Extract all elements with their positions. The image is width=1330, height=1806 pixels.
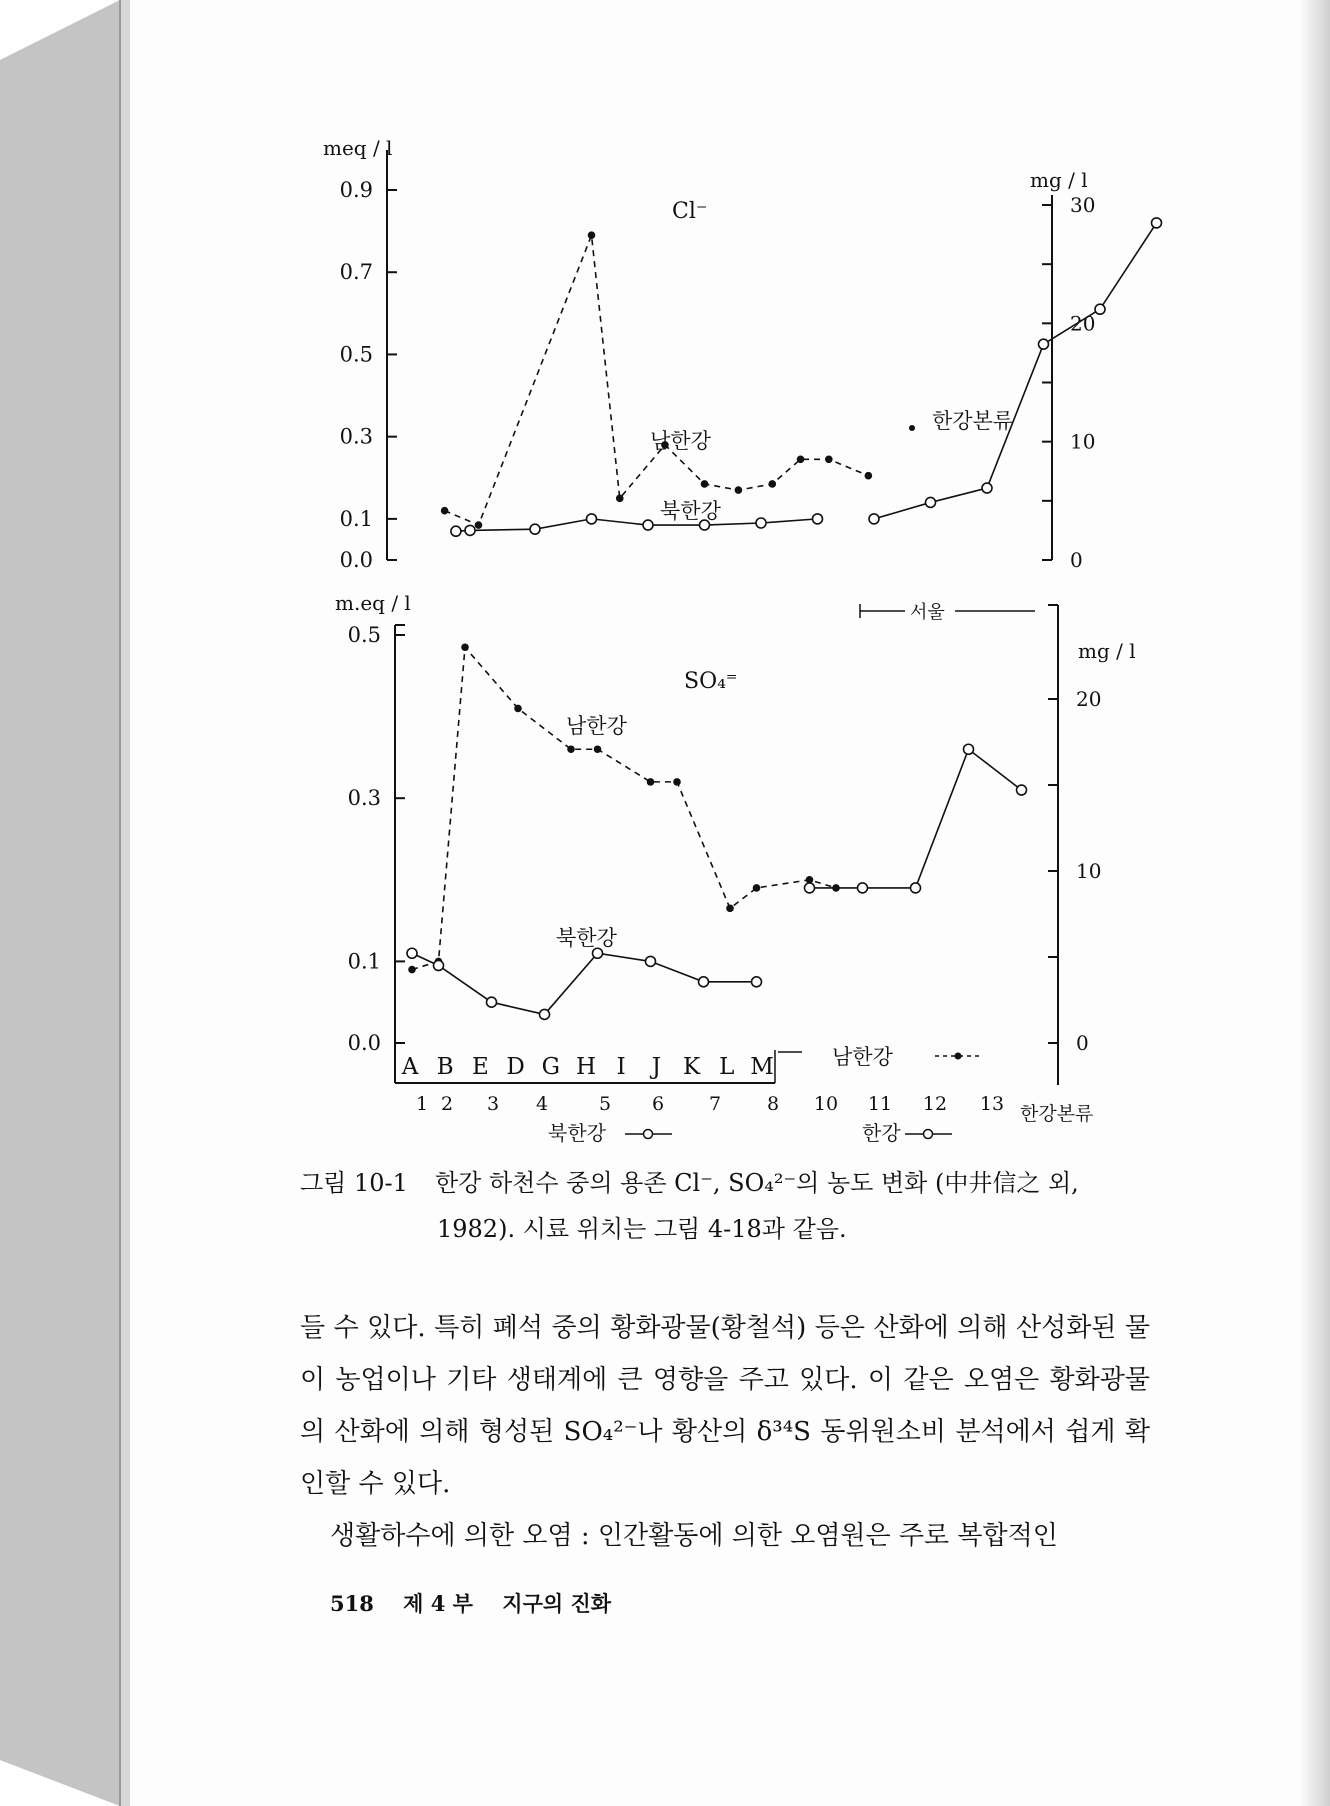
so4-left-tick-label: 0.3 bbox=[347, 786, 381, 811]
axis-number: 13 bbox=[979, 1093, 1005, 1115]
axis-letter: J bbox=[651, 1054, 662, 1080]
legend-namhan-marker bbox=[955, 1053, 962, 1060]
so4-point bbox=[647, 778, 655, 786]
so4-point bbox=[964, 744, 974, 754]
cl-point bbox=[982, 483, 992, 493]
mainstream-axis-label: 한강본류 bbox=[1020, 1103, 1094, 1125]
axis-number: 8 bbox=[766, 1093, 780, 1115]
axis-number: 10 bbox=[813, 1093, 839, 1115]
cl-point bbox=[926, 497, 936, 507]
axis-letter: A bbox=[401, 1054, 419, 1080]
so4-series-line-2 bbox=[810, 749, 1022, 888]
so4-point bbox=[408, 966, 416, 974]
so4-chart-title: SO₄⁼ bbox=[684, 669, 738, 694]
axis-letter: L bbox=[719, 1054, 735, 1080]
cl-point bbox=[869, 514, 879, 524]
so4-chart bbox=[335, 591, 1136, 1145]
axis-number: 7 bbox=[708, 1093, 722, 1115]
cl-point bbox=[701, 480, 709, 488]
cl-label-mainstream: 한강본류 bbox=[932, 409, 1014, 433]
cl-point bbox=[465, 525, 475, 535]
cl-point bbox=[735, 486, 743, 494]
cl-right-tick-label: 30 bbox=[1070, 193, 1096, 217]
so4-right-tick-label: 20 bbox=[1076, 687, 1102, 711]
cl-point bbox=[475, 521, 483, 529]
part-label: 제 4 부 bbox=[403, 1591, 473, 1616]
axis-number: 3 bbox=[486, 1093, 500, 1115]
cl-right-unit: mg / l bbox=[1030, 168, 1088, 192]
so4-point bbox=[858, 883, 868, 893]
so4-point bbox=[673, 778, 681, 786]
cl-chart-title: Cl⁻ bbox=[672, 199, 708, 224]
cl-right-tick-label: 20 bbox=[1070, 311, 1096, 336]
so4-left-unit: m.eq / l bbox=[335, 591, 411, 615]
seoul-label: 서울 bbox=[910, 602, 945, 623]
cl-left-tick-label: 0.3 bbox=[339, 424, 373, 449]
axis-number: 1 bbox=[415, 1093, 429, 1115]
cl-point bbox=[756, 518, 766, 528]
cl-point bbox=[813, 514, 823, 524]
cl-point bbox=[530, 524, 540, 534]
so4-point bbox=[699, 977, 709, 987]
so4-point bbox=[594, 745, 602, 753]
legend-hangang-label: 한강 bbox=[862, 1121, 901, 1145]
so4-point bbox=[1017, 785, 1027, 795]
so4-left-tick-label: 0.5 bbox=[347, 623, 381, 647]
axis-letter: I bbox=[616, 1054, 626, 1080]
body-paragraph-2: 생활하수에 의한 오염 : 인간활동에 의한 오염원은 주로 복합적인 bbox=[330, 1521, 1058, 1551]
body-paragraph-1: 들 수 있다. 특히 폐석 중의 황화광물(황철석) 등은 산화에 의해 산성화된 물이 농업이나 기타 생태계에 큰 영향을 주고 있다. 이 같은 오염은 황화광물의 산화에 의해 형성된 SO₄²⁻나 황산의 δ³⁴S 동위원소비 분석에서 쉽게 확인할 수 있다. bbox=[300, 1313, 1150, 1499]
so4-point bbox=[567, 745, 575, 753]
so4-point bbox=[752, 977, 762, 987]
axis-letter: G bbox=[541, 1054, 560, 1080]
page-number: 518 bbox=[330, 1591, 374, 1616]
cl-series-line-0 bbox=[445, 235, 869, 525]
axis-letter: E bbox=[472, 1054, 489, 1080]
axis-number: 2 bbox=[440, 1093, 454, 1115]
body-text bbox=[300, 1302, 1150, 1562]
so4-point bbox=[540, 1009, 550, 1019]
so4-left-tick-label: 0.0 bbox=[347, 1031, 381, 1055]
cl-point bbox=[441, 507, 449, 515]
caption-line-2: 1982). 시료 위치는 그림 4-18과 같음. bbox=[437, 1215, 847, 1243]
so4-point bbox=[487, 997, 497, 1007]
cl-point bbox=[616, 495, 624, 503]
cl-series-line-2 bbox=[874, 223, 1157, 519]
part-title: 지구의 진화 bbox=[502, 1591, 612, 1616]
so4-point bbox=[753, 884, 761, 892]
cl-point bbox=[451, 526, 461, 536]
axis-number: 11 bbox=[867, 1093, 893, 1115]
legend-bukhan-label: 북한강 bbox=[548, 1121, 606, 1145]
cl-right-tick-label: 10 bbox=[1070, 429, 1096, 454]
cl-chart bbox=[323, 136, 1162, 572]
so4-left-tick-label: 0.1 bbox=[347, 949, 381, 974]
cl-point bbox=[1095, 304, 1105, 314]
so4-label-bukhan: 북한강 bbox=[556, 926, 617, 950]
so4-point bbox=[726, 905, 734, 913]
cl-left-tick-label: 0.9 bbox=[339, 178, 373, 202]
axis-number: 4 bbox=[535, 1093, 549, 1115]
so4-point bbox=[646, 956, 656, 966]
legend-bukhan-marker bbox=[644, 1130, 653, 1139]
cl-mainstream-marker bbox=[909, 425, 915, 431]
axis-letter: K bbox=[683, 1054, 701, 1080]
caption-line-1: 한강 하천수 중의 용존 Cl⁻, SO₄²⁻의 농도 변화 (中井信之 외, bbox=[435, 1169, 1079, 1197]
cl-label-bukhan: 북한강 bbox=[660, 499, 721, 523]
so4-point bbox=[461, 643, 469, 651]
so4-series-line-0 bbox=[412, 647, 836, 969]
cl-left-unit: meq / l bbox=[323, 136, 393, 160]
so4-point bbox=[514, 705, 522, 713]
cl-point bbox=[769, 480, 777, 488]
cl-label-namhan: 남한강 bbox=[650, 429, 711, 453]
so4-point bbox=[911, 883, 921, 893]
page-footer bbox=[330, 1588, 633, 1618]
so4-label-namhan: 남한강 bbox=[566, 714, 627, 738]
so4-right-tick-label: 10 bbox=[1076, 859, 1102, 883]
cl-left-tick-label: 0.1 bbox=[339, 506, 373, 531]
so4-point bbox=[407, 948, 417, 958]
so4-point bbox=[434, 960, 444, 970]
axis-number: 6 bbox=[651, 1093, 665, 1115]
figure-caption bbox=[300, 1160, 1170, 1252]
cl-right-tick-label: 0 bbox=[1070, 548, 1083, 572]
axis-number: 5 bbox=[598, 1093, 612, 1115]
cl-point bbox=[797, 455, 805, 463]
cl-point bbox=[865, 472, 873, 480]
axis-number: 12 bbox=[922, 1093, 948, 1115]
axis-letter: D bbox=[506, 1054, 525, 1080]
cl-left-tick-label: 0.5 bbox=[339, 342, 373, 367]
cl-left-tick-label: 0.7 bbox=[339, 260, 373, 285]
legend-hangang-marker bbox=[924, 1130, 933, 1139]
so4-right-tick-label: 0 bbox=[1076, 1031, 1089, 1055]
so4-point bbox=[805, 883, 815, 893]
axis-letter: H bbox=[575, 1054, 597, 1080]
cl-point bbox=[588, 231, 596, 239]
axis-letter: M bbox=[750, 1054, 774, 1080]
cl-point bbox=[587, 514, 597, 524]
cl-point bbox=[1039, 339, 1049, 349]
cl-point bbox=[643, 520, 653, 530]
axis-letter: B bbox=[436, 1054, 454, 1080]
cl-left-tick-label: 0.0 bbox=[339, 548, 373, 572]
caption-label: 그림 10-1 bbox=[300, 1169, 408, 1197]
so4-right-unit: mg / l bbox=[1078, 639, 1136, 663]
legend-namhan-label: 남한강 bbox=[832, 1045, 893, 1069]
cl-point bbox=[825, 455, 833, 463]
cl-point bbox=[1152, 218, 1162, 228]
